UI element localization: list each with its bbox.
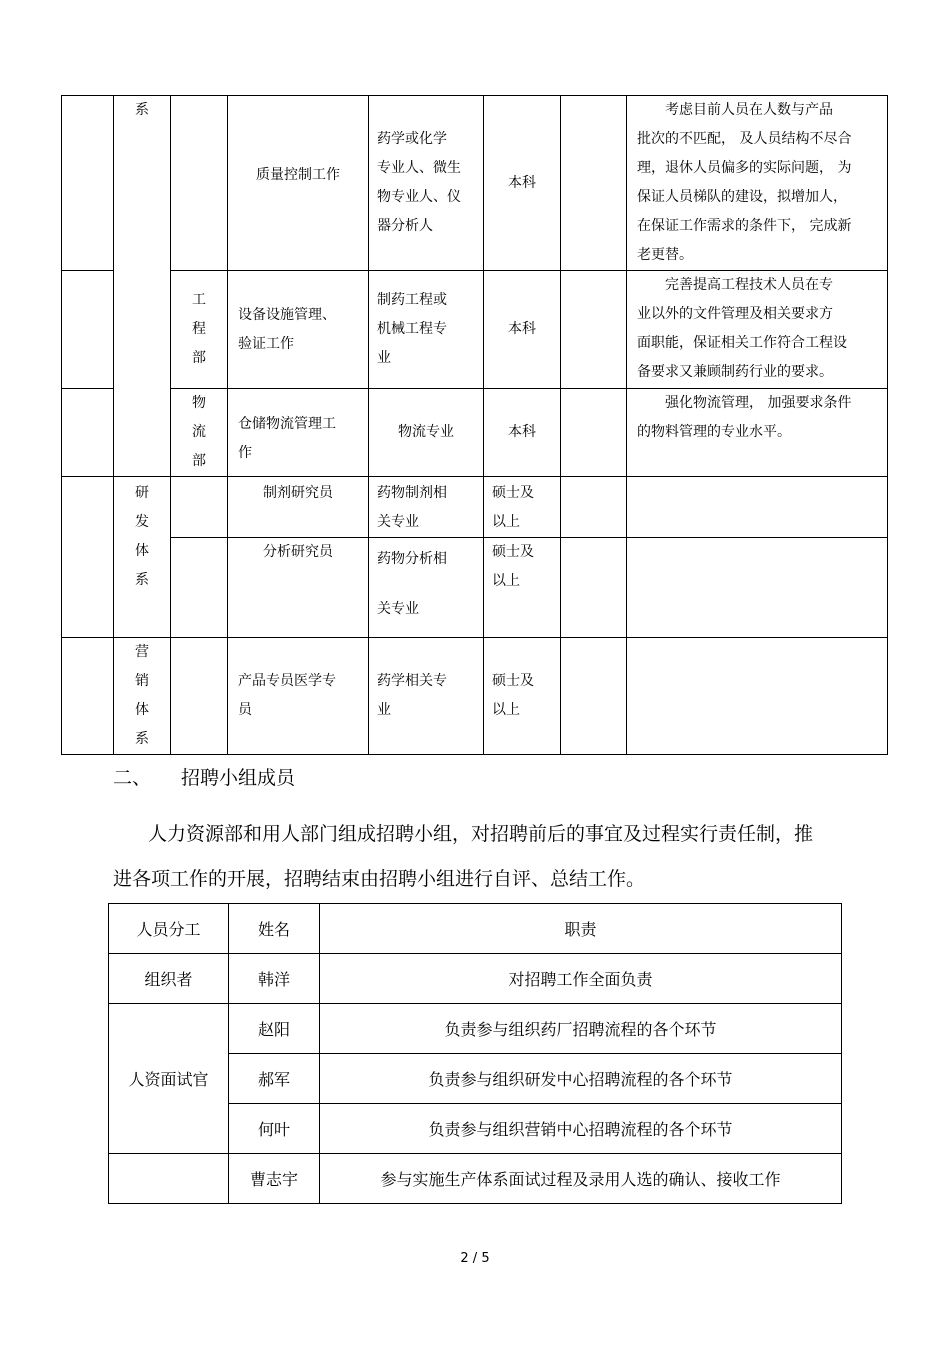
dept-label bbox=[171, 286, 227, 373]
degree-lines bbox=[484, 477, 560, 537]
position-line: 作 bbox=[238, 444, 252, 461]
dept-cell bbox=[171, 389, 228, 477]
major-cell bbox=[369, 96, 484, 271]
major-cell bbox=[369, 477, 484, 538]
recruitment-team-table bbox=[108, 903, 842, 1204]
header-duty: 职责 bbox=[320, 904, 842, 954]
system-char: 营 bbox=[135, 644, 149, 660]
major-cell bbox=[369, 389, 484, 477]
degree-line: 以上 bbox=[492, 573, 520, 589]
reason-cell bbox=[627, 638, 888, 755]
major-cell bbox=[369, 638, 484, 755]
major-lines bbox=[369, 477, 483, 537]
reason-cell bbox=[627, 389, 888, 477]
reason-line: 理，退休人员偏多的实际问题， 为 bbox=[637, 160, 852, 176]
reason-line: 备要求又兼顾制药行业的要求。 bbox=[637, 364, 833, 380]
table-row bbox=[109, 954, 842, 1004]
position-cell bbox=[228, 271, 369, 389]
table-row bbox=[62, 538, 888, 638]
index-cell bbox=[62, 638, 114, 755]
system-char: 系 bbox=[135, 731, 149, 747]
position-line: 仓储物流管理工 bbox=[238, 415, 336, 432]
reason-cell bbox=[627, 271, 888, 389]
role-cell bbox=[109, 1154, 229, 1204]
system-cell bbox=[114, 477, 171, 638]
reason-line: 业以外的文件管理及相关要求方 bbox=[637, 306, 833, 322]
reason-line: 保证人员梯队的建设，拟增加人， bbox=[637, 189, 847, 205]
degree-label: 本科 bbox=[508, 424, 536, 440]
section-title: 招聘小组成员 bbox=[181, 767, 296, 789]
major-lines bbox=[369, 125, 483, 241]
duty-cell: 参与实施生产体系面试过程及录用人选的确认、接收工作 bbox=[320, 1154, 842, 1204]
header-name: 姓名 bbox=[229, 904, 320, 954]
table-row bbox=[109, 1004, 842, 1054]
dept-char: 程 bbox=[192, 321, 206, 337]
duty-cell: 负责参与组织研发中心招聘流程的各个环节 bbox=[320, 1054, 842, 1104]
position-label: 分析研究员 bbox=[263, 544, 333, 560]
reason-line: 批次的不匹配， 及人员结构不尽合 bbox=[637, 131, 852, 147]
count-cell bbox=[561, 638, 627, 755]
count-cell bbox=[561, 538, 627, 638]
position-cell bbox=[228, 96, 369, 271]
duty-cell: 负责参与组织营销中心招聘流程的各个环节 bbox=[320, 1104, 842, 1154]
major-line: 业 bbox=[377, 702, 391, 718]
position-cell bbox=[228, 638, 369, 755]
duty-cell: 负责参与组织药厂招聘流程的各个环节 bbox=[320, 1004, 842, 1054]
dept-cell bbox=[171, 538, 228, 638]
section-heading bbox=[113, 764, 295, 792]
name-cell: 韩洋 bbox=[229, 954, 320, 1004]
degree-cell bbox=[484, 538, 561, 638]
major-line: 专业人、微生 bbox=[377, 160, 461, 176]
major-line: 物流专业 bbox=[398, 424, 454, 440]
major-line: 关专业 bbox=[377, 514, 419, 530]
major-lines bbox=[369, 667, 483, 725]
degree-cell bbox=[484, 96, 561, 271]
system-char: 发 bbox=[135, 514, 149, 530]
reason-cell bbox=[627, 538, 888, 638]
count-cell bbox=[561, 271, 627, 389]
system-char: 系 bbox=[135, 572, 149, 588]
major-line: 物专业人、仪 bbox=[377, 189, 461, 205]
count-cell bbox=[561, 389, 627, 477]
role-cell: 人资面试官 bbox=[109, 1004, 229, 1154]
index-cell bbox=[62, 477, 114, 638]
dept-char: 物 bbox=[192, 395, 206, 411]
major-line: 制药工程或 bbox=[377, 292, 447, 308]
role-cell: 组织者 bbox=[109, 954, 229, 1004]
position-line: 产品专员医学专 bbox=[238, 673, 336, 689]
major-line: 药学相关专 bbox=[377, 673, 447, 689]
dept-cell bbox=[171, 96, 228, 271]
dept-cell bbox=[171, 271, 228, 389]
dept-cell bbox=[171, 477, 228, 538]
name-cell: 曹志宇 bbox=[229, 1154, 320, 1204]
reason-lines bbox=[627, 96, 887, 270]
count-cell bbox=[561, 96, 627, 271]
major-line: 药物制剂相 bbox=[377, 485, 447, 501]
degree-line: 以上 bbox=[492, 702, 520, 718]
system-label: 系 bbox=[135, 102, 149, 118]
reason-line: 考虑目前人员在人数与产品 bbox=[665, 102, 833, 118]
degree-lines bbox=[484, 667, 560, 725]
dept-label bbox=[171, 389, 227, 476]
table-header-row bbox=[109, 904, 842, 954]
system-char: 体 bbox=[135, 702, 149, 718]
degree-cell bbox=[484, 389, 561, 477]
name-cell: 何叶 bbox=[229, 1104, 320, 1154]
table-row bbox=[62, 389, 888, 477]
index-cell bbox=[62, 389, 114, 477]
degree-lines bbox=[484, 538, 560, 596]
section-number: 二、 bbox=[113, 767, 152, 789]
dept-cell bbox=[171, 638, 228, 755]
position-lines bbox=[228, 667, 368, 725]
system-cell bbox=[114, 638, 171, 755]
major-line: 药学或化学 bbox=[377, 131, 447, 147]
position-cell bbox=[228, 477, 369, 538]
recruitment-needs-table bbox=[61, 95, 888, 755]
dept-char: 流 bbox=[192, 424, 206, 440]
position-label: 制剂研究员 bbox=[263, 485, 333, 501]
position-line: 设备设施管理、 bbox=[238, 306, 336, 323]
reason-line: 的物料管理的专业水平。 bbox=[637, 424, 791, 440]
reason-line: 面职能，保证相关工作符合工程设 bbox=[637, 335, 847, 351]
page-number: 2 / 5 bbox=[460, 1251, 490, 1266]
system-label bbox=[114, 638, 170, 754]
major-line: 业 bbox=[377, 350, 391, 366]
dept-char: 部 bbox=[192, 453, 206, 469]
position-label: 质量控制工作 bbox=[256, 166, 340, 183]
dept-char: 部 bbox=[192, 350, 206, 366]
degree-line: 硕士及 bbox=[492, 485, 534, 501]
major-line: 关专业 bbox=[377, 601, 419, 617]
reason-cell bbox=[627, 96, 888, 271]
table-row bbox=[62, 271, 888, 389]
degree-cell bbox=[484, 271, 561, 389]
count-cell bbox=[561, 477, 627, 538]
degree-cell bbox=[484, 477, 561, 538]
system-char: 研 bbox=[135, 485, 149, 501]
major-line: 药物分析相 bbox=[377, 551, 447, 567]
table-row bbox=[62, 477, 888, 538]
system-char: 体 bbox=[135, 543, 149, 559]
reason-cell bbox=[627, 477, 888, 538]
major-lines bbox=[369, 286, 483, 373]
name-cell: 郝军 bbox=[229, 1054, 320, 1104]
major-line: 机械工程专 bbox=[377, 321, 447, 337]
reason-line: 在保证工作需求的条件下， 完成新 bbox=[637, 218, 852, 234]
system-char: 销 bbox=[135, 673, 149, 689]
major-line: 器分析人 bbox=[377, 218, 433, 234]
name-cell: 赵阳 bbox=[229, 1004, 320, 1054]
position-line: 员 bbox=[238, 702, 252, 718]
degree-line: 以上 bbox=[492, 514, 520, 530]
major-cell bbox=[369, 271, 484, 389]
system-cell bbox=[114, 96, 171, 477]
position-cell bbox=[228, 538, 369, 638]
table-row bbox=[109, 1154, 842, 1204]
paragraph-text: 人力资源部和用人部门组成招聘小组，对招聘前后的事宜及过程实行责任制，推进各项工作的开展，招聘结束由招聘小组进行自评、总结工作。 bbox=[113, 823, 814, 890]
major-lines bbox=[369, 538, 483, 622]
degree-label: 本科 bbox=[508, 174, 536, 191]
position-cell bbox=[228, 389, 369, 477]
degree-line: 硕士及 bbox=[492, 673, 534, 689]
header-role: 人员分工 bbox=[109, 904, 229, 954]
index-cell bbox=[62, 271, 114, 389]
table-row bbox=[62, 96, 888, 271]
duty-cell: 对招聘工作全面负责 bbox=[320, 954, 842, 1004]
reason-lines bbox=[627, 389, 887, 447]
section-paragraph bbox=[113, 812, 813, 902]
position-lines bbox=[228, 301, 368, 359]
major-line bbox=[377, 572, 475, 597]
index-cell bbox=[62, 96, 114, 271]
reason-line: 老更替。 bbox=[637, 247, 693, 263]
degree-line: 硕士及 bbox=[492, 544, 534, 560]
reason-lines bbox=[627, 271, 887, 387]
position-lines bbox=[228, 398, 368, 468]
reason-line: 强化物流管理， 加强要求条件 bbox=[665, 395, 852, 411]
major-cell bbox=[369, 538, 484, 638]
degree-cell bbox=[484, 638, 561, 755]
table-row bbox=[62, 638, 888, 755]
reason-line: 完善提高工程技术人员在专 bbox=[665, 277, 833, 293]
dept-char: 工 bbox=[192, 292, 206, 308]
position-line: 验证工作 bbox=[238, 335, 294, 352]
degree-label: 本科 bbox=[508, 321, 536, 337]
system-label bbox=[114, 477, 170, 595]
